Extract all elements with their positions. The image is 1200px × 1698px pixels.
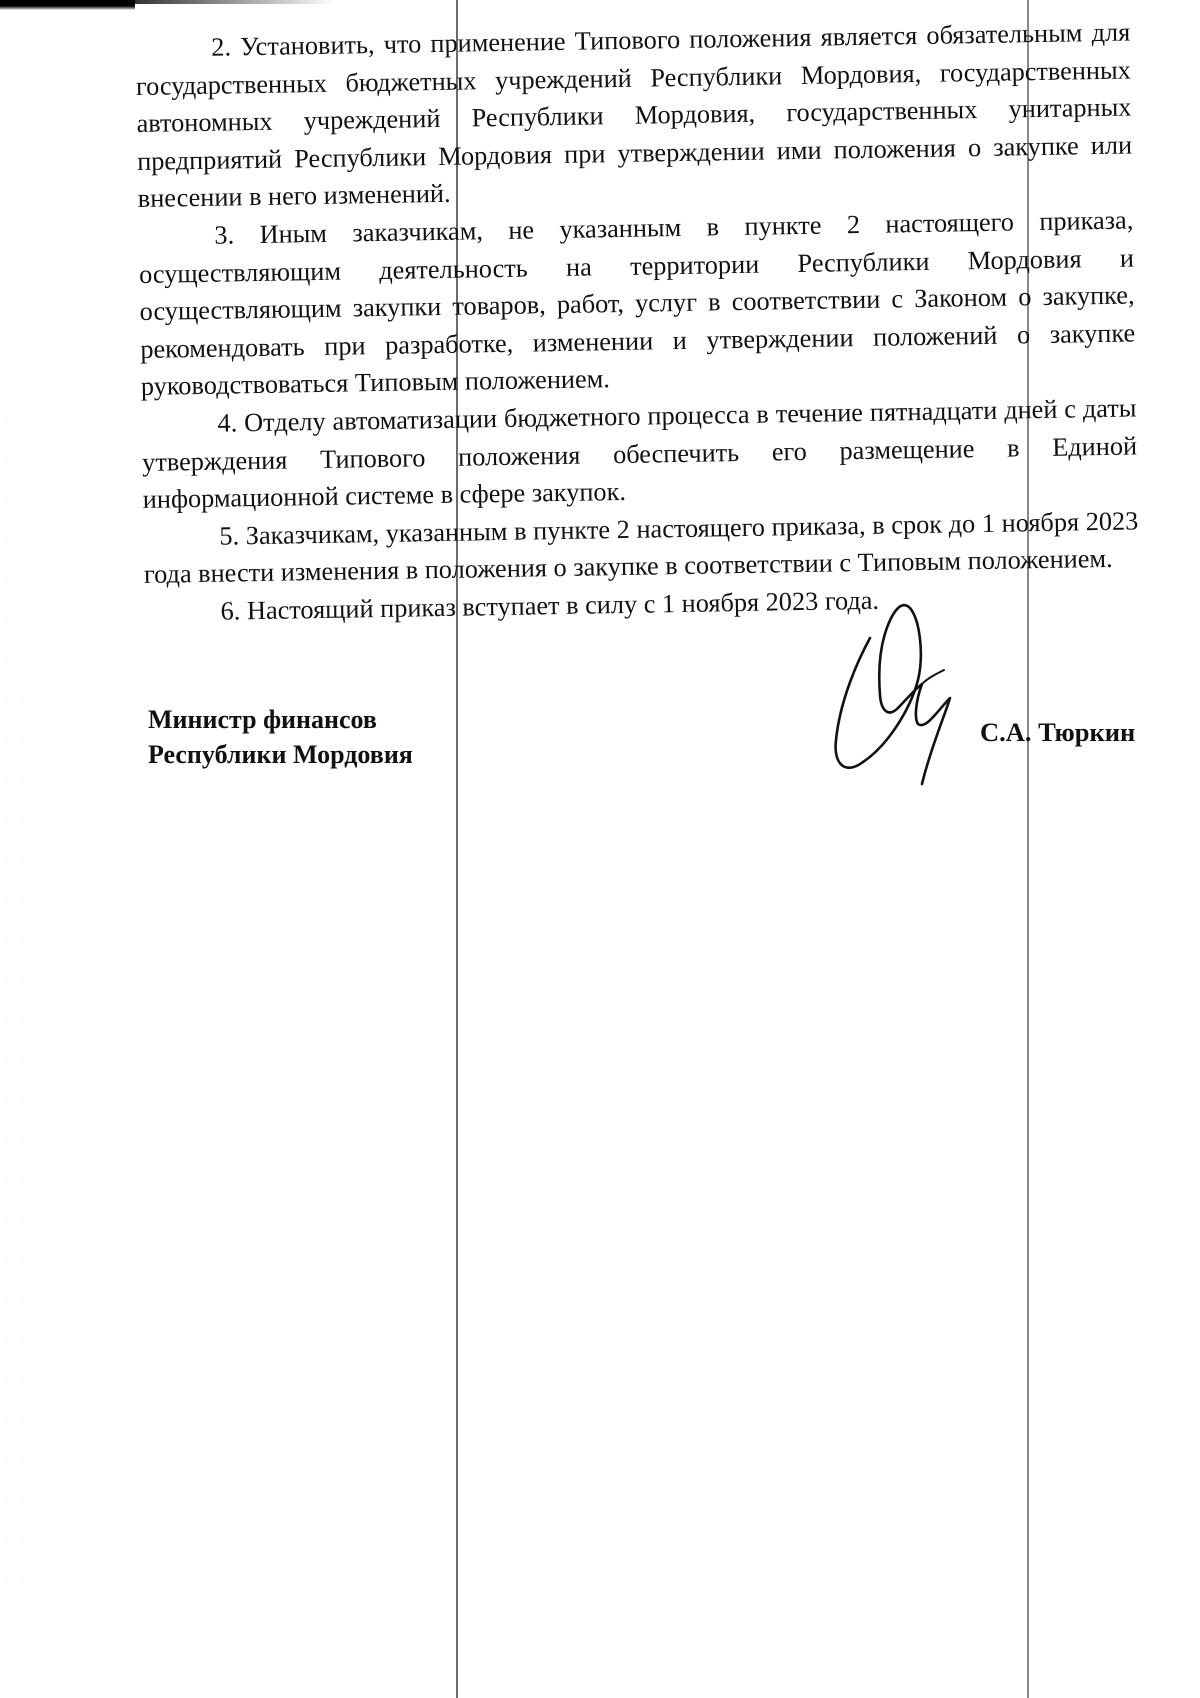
scan-artifact-bar [0,0,135,10]
paragraph-6: 6. Настоящий приказ вступает в силу с 1 ноября 2023 года. [220,585,880,626]
paragraph-3: 3. Иным заказчикам, не указанным в пункте 2 настоящего приказа, осуществляющим деятельность на территории Республики Мордовия и осуществляющим закупки товаров, работ, услуг в соответствии с Законом о закупке, рекомендовать при разработке, изменении и утверждении положений о закупке руководствоваться Типовым положением. [138,205,1136,402]
scan-artifact-tail [135,0,335,4]
edge-noise [6,420,7,1620]
edge-noise [22,700,23,1600]
paragraph-5: 5. Заказчикам, указанным в пункте 2 настоящего приказа, в срок до 1 ноября 2023 года внести изменения в положения о закупке в соответствии с Типовым положением. [143,506,1139,590]
signature-block [148,702,1148,822]
signatory-name: С.А. Тюркин [980,717,1136,747]
signatory-title [148,702,413,772]
paragraph-2: 2. Установить, что применение Типового положения является обязательным для государственных бюджетных учреждений Республики Мордовия, государственных автономных учреждений Республики Мордовия, государственных унитарных предприятий Республики Мордовия при утверждении ими положения о закупке или внесении в него изменений. [135,17,1133,214]
signatory-title-line-2: Республики Мордовия [148,740,413,769]
document-body [135,14,1140,632]
signatory-title-line-1: Министр финансов [148,705,377,734]
paragraph-4: 4. Отделу автоматизации бюджетного процесса в течение пятнадцати дней с даты утверждения Типового положения обеспечить его размещение в Единой информационной системе в сфере закупок. [141,393,1138,515]
